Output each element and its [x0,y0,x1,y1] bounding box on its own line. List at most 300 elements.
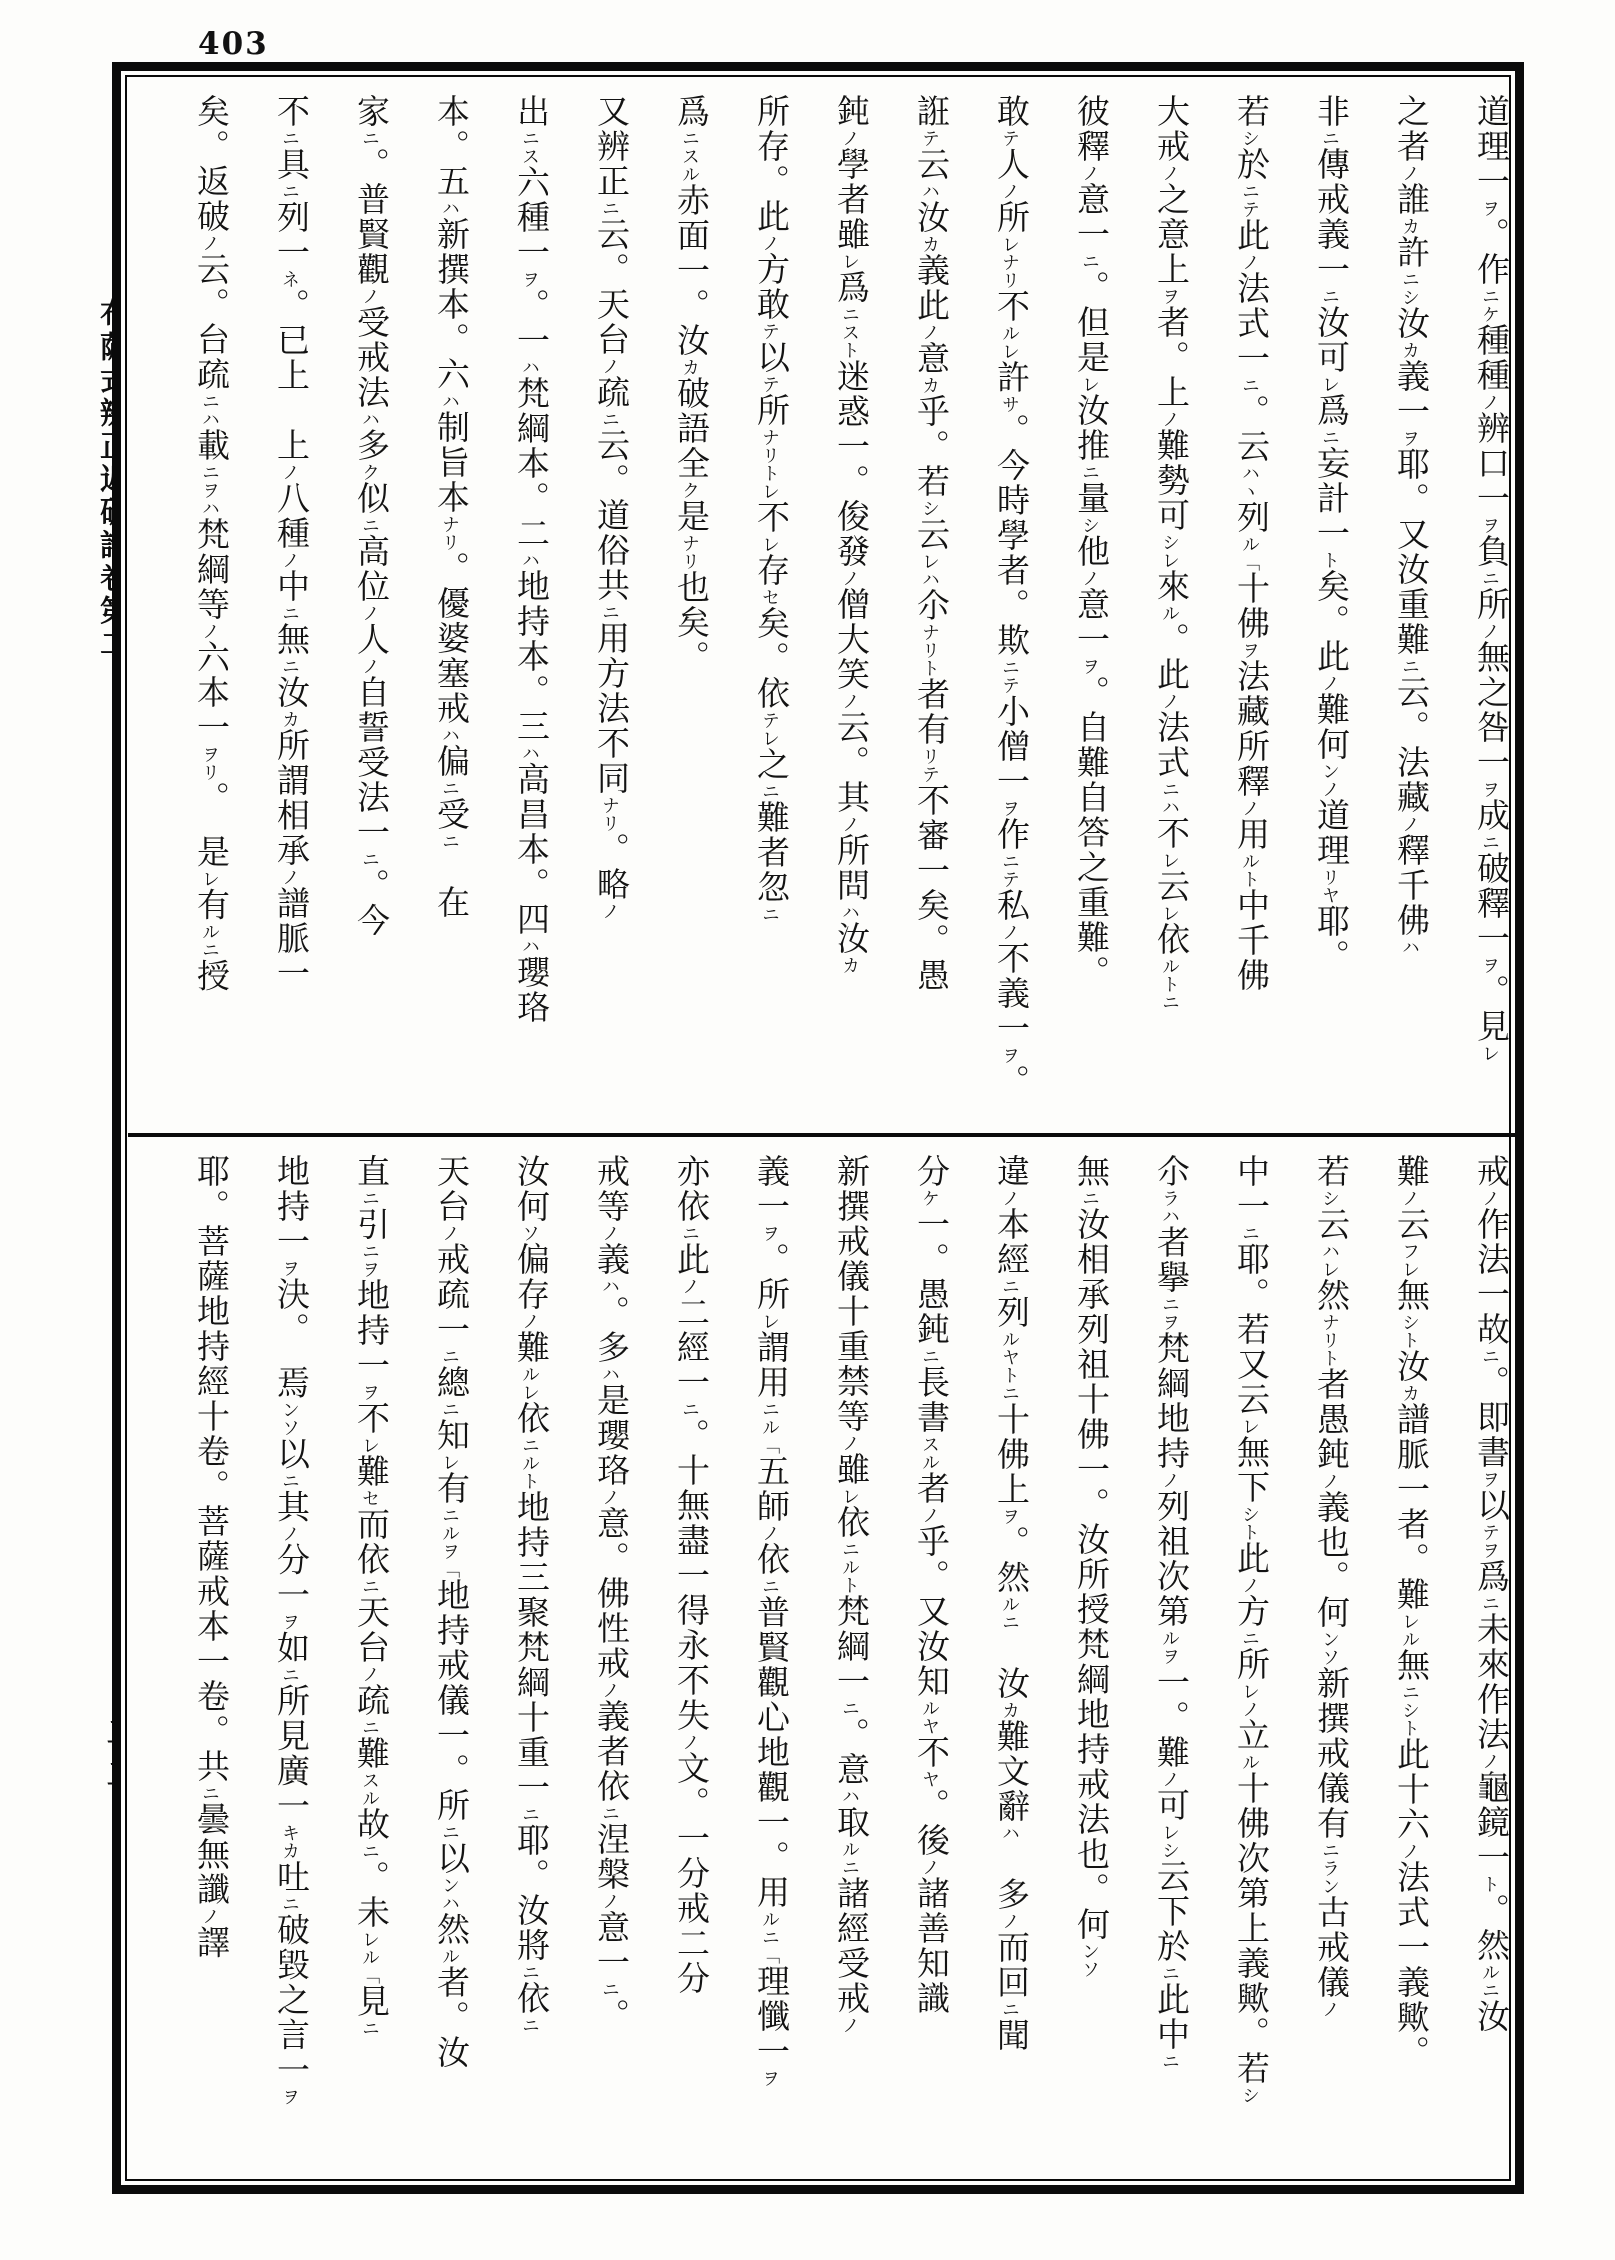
text-column: 分ケ一。愚鈍ニ長書スル者ノ乎。又汝知ルヤ不ヤ。後ノ諸善知識 [912,1154,948,2016]
reading-mark: ニ [520,1436,540,1454]
reading-mark: ハ [1400,938,1420,956]
reading-mark: ル [360,1948,380,1966]
text-column: 若シ云ハレ然ナリト者愚鈍ノ義也。何ンソ新撰戒儀有ニラン古戒儀ノ [1312,1154,1348,2018]
reading-mark: ニ [1400,657,1420,675]
text-column: 難ノ云フレ無シト汝カ譜脈一者。難レル無ニシト此十六ノ法式一義歟。 [1392,1154,1428,2070]
reading-mark: ヲ [760,2069,780,2087]
reading-mark: ニ [600,410,620,428]
reading-mark: ニ [1080,252,1100,270]
reading-mark: ヲ [1480,780,1500,798]
reading-mark: ソ [520,1224,540,1242]
reading-mark: ル [1480,1963,1500,1981]
reading-mark: ネ [280,270,300,288]
text-column: 爲ニスル赤面一。汝カ破語全ク是ナリ也矣。 [672,94,708,675]
reading-mark: ナ [760,428,780,446]
reading-mark: ニ [600,1980,620,1998]
reading-mark: ハ [440,392,460,410]
reading-mark: ヲ [280,2087,300,2106]
reading-mark: ヲ [1080,657,1100,675]
reading-mark: テ [1240,200,1260,218]
reading-mark: セ [760,588,780,606]
reading-mark: ニ [280,657,300,675]
reading-mark: ニ [360,850,380,868]
reading-mark: ヲ [200,745,220,763]
text-column: 耶。菩薩地持經十卷。菩薩戒本一卷。共ニ曇無讖ノ譯 [192,1154,228,1960]
reading-mark: ニ [1400,270,1420,288]
reading-mark: ル [440,1947,460,1965]
reading-mark: レ [760,482,780,500]
reading-mark: ニ [760,1928,780,1946]
reading-mark: ト [1000,1366,1020,1384]
reading-mark: ニ [280,604,300,622]
reading-mark: テ [1480,1523,1500,1541]
reading-mark: レ [1400,1260,1420,1278]
reading-mark: ル [520,1454,540,1472]
reading-mark: ノ [1240,1700,1260,1718]
reading-mark: ノ [1400,164,1420,182]
reading-mark: ナ [1000,253,1020,271]
reading-mark: テ [760,375,780,393]
reading-mark: リ [440,533,460,551]
reading-mark: ラ [1160,1189,1180,1207]
reading-mark: ト [920,659,940,677]
reading-mark: ハ [440,726,460,744]
reading-mark: ニ [1480,1347,1500,1365]
reading-mark: レ [1480,1044,1500,1062]
reading-mark: ス [680,147,700,165]
reading-mark: ソ [1080,1960,1100,1978]
reading-mark: ニ [360,1242,380,1260]
reading-mark: リ [600,814,620,832]
reading-mark: ヲ [1400,429,1420,447]
reading-mark: ナ [680,534,700,552]
reading-mark: ニ [440,832,460,850]
reading-mark: ニ [200,1784,220,1802]
text-column: 不ニ具ニ列一ネ。已上 上ノ八種ノ中ニ無ニ汝カ所謂相承ノ譜脈一 [272,94,308,991]
reading-mark: シ [1400,1313,1420,1331]
register-divider-rule [128,1133,1516,1137]
reading-mark: ノ [840,2016,860,2034]
reading-mark: ニ [360,1718,380,1736]
reading-mark: ノ [920,1858,940,1876]
text-column: 汝何ソ偏存ノ難ルレ依ニルト地持三聚梵綱十重一ニ耶。汝將ニ依ニ [512,1154,548,2034]
reading-mark: ノ [1400,815,1420,833]
reading-mark: カ [920,235,940,253]
text-column: 鈍ノ學者雖レ爲ニスト迷惑一。俊發ノ僧大笑ノ云。其ノ所問ハ汝カ [832,94,868,974]
reading-mark: レ [1160,851,1180,869]
reading-mark: ル [1000,1330,1020,1348]
reading-mark: ン [440,1876,460,1894]
reading-mark: ハ [600,1277,620,1295]
text-column: 矣。返破ノ云。台疏ニハ載ニヲハ梵綱等ノ六本一ヲリ。 是レ有ルニ授 [192,94,228,994]
reading-mark: ヲ [1480,1541,1500,1559]
text-column: 道理一ヲ。作ニケ種種ノ辨口一ヲ負ニ所ノ無之咎一ヲ成ニ破釋一ヲ。見レ [1472,94,1508,1062]
reading-mark: ル [1240,852,1260,870]
reading-mark: ハ [1240,464,1260,482]
reading-mark: ニ [1480,287,1500,305]
reading-mark: ソ [280,1418,300,1437]
reading-mark: ヤ [920,1717,940,1735]
reading-mark: シ [1240,129,1260,147]
reading-mark: リ [200,763,220,781]
reading-mark: カ [920,376,940,394]
text-column: 天台ノ戒疏一ニ總ニ知レ有ニルヲ「地持戒儀一。所ニ以ンハ然ル者。汝 [432,1154,468,2070]
reading-mark: ル [1160,957,1180,975]
reading-mark: ノ [200,1907,220,1925]
reading-mark: ハ [200,410,220,428]
reading-mark: レ [1240,1417,1260,1435]
reading-mark: ニ [280,1471,300,1490]
reading-mark: ノ [600,357,620,375]
reading-mark: ト [840,341,860,359]
reading-mark: キ [280,1823,300,1842]
reading-mark: シ [1240,1505,1260,1523]
reading-mark: ヲ [1000,1046,1020,1064]
reading-mark: レ [920,552,940,570]
reading-mark: ノ [1160,410,1180,428]
reading-mark: ル [520,1365,540,1383]
reading-mark: レ [840,252,860,270]
reading-mark: ノ [600,1892,620,1910]
reading-mark: ハ [920,182,940,200]
reading-mark: ニ [440,779,460,797]
reading-mark: ニ [280,129,300,147]
reading-mark: ノ [1320,1472,1340,1490]
reading-mark: サ [1000,395,1020,413]
reading-mark: ヲ [1000,1507,1020,1525]
reading-mark: ノ [520,1312,540,1330]
reading-mark: ニ [440,1347,460,1365]
reading-mark: ニ [1160,993,1180,1011]
reading-mark: レ [1320,1260,1340,1278]
reading-mark: ハ [1320,1242,1340,1260]
reading-mark: テ [1000,870,1020,888]
reading-mark: ル [1400,1630,1420,1648]
reading-mark: ヲ [1160,1647,1180,1665]
reading-mark: ニ [840,305,860,323]
text-column: 尒ラハ者擧ニヲ梵綱地持ノ列祖次第ルヲ一。難ノ可レシ云下於ニ此中ニ [1152,1154,1188,2070]
reading-mark: ノ [1320,674,1340,692]
reading-mark: レ [1000,235,1020,253]
reading-mark: ス [920,1435,940,1453]
reading-mark: ノ [1000,1189,1020,1207]
reading-mark: ニ [1000,2000,1020,2018]
reading-mark: ヤ [1320,886,1340,904]
reading-mark: ノ [1480,1189,1500,1207]
text-column: 所存。此ノ方敢テ以テ所ナリトレ不レ存セ矣。依テレ之ニ難者忽ニ [752,94,788,923]
text-column: 出ニス六種一ヲ。一ハ梵綱本。二ハ地持本。三ハ高昌本。四ハ瓔珞 [512,94,548,1025]
text-column: 大戒ノ之意上ヲ者。上ノ難勢可シレ來ル。此ノ法式ニハ不レ云レ依ルトニ [1152,94,1188,1011]
reading-mark: ハ [1000,1824,1020,1842]
reading-mark: レ [760,729,780,747]
reading-mark: ハ [440,1894,460,1912]
reading-mark: ニ [760,1577,780,1595]
reading-mark: ニ [1000,1613,1020,1631]
reading-mark: ナ [920,623,940,641]
reading-mark: ノ [920,323,940,341]
reading-mark: リ [1320,868,1340,886]
reading-mark: テ [1000,676,1020,694]
reading-mark: テ [760,322,780,340]
text-column: 戒ノ作法一故ニ。即書ヲ以テヲ爲ニ未來作法ノ龜鏡一ト。然ルニ汝 [1472,1154,1508,2034]
reading-mark: ヲ [1240,641,1260,659]
reading-mark: ル [760,1910,780,1928]
reading-mark: ハ [520,937,540,955]
reading-mark: ニ [280,1665,300,1684]
text-column: 非ニ傳戒義一ニ汝可レ爲ニ妄計一ト矣。此ノ難何ンノ道理リヤ耶。 [1312,94,1348,974]
reading-mark: ノ [680,1277,700,1295]
lower-text-register [142,1154,1512,2184]
reading-mark: ニ [1000,852,1020,870]
reading-mark: ニ [200,940,220,959]
reading-mark: カ [840,956,860,974]
text-column: 敢テ人ノ所レナリ不ルレ許サ。今時學者。欺ニテ小僧一ヲ作ニテ私ノ不義一ヲ。 [992,94,1028,1099]
reading-mark: ハ [600,1365,620,1383]
reading-mark: ニ [200,392,220,410]
reading-mark: ノ [1080,569,1100,587]
reading-mark: レ [1400,1612,1420,1630]
reading-mark: ケ [920,1189,940,1207]
reading-mark: ニ [1320,129,1340,147]
reading-mark: レ [840,1487,860,1505]
reading-mark: リ [920,747,940,765]
reading-mark: ノ [1160,1471,1180,1489]
reading-mark: 「 [760,1946,780,1964]
reading-mark: ハ [520,358,540,376]
reading-mark: ニ [520,129,540,147]
reading-mark: ル [920,1453,940,1471]
reading-mark: ノ [600,1681,620,1699]
reading-mark: ノ [760,1524,780,1542]
reading-mark: ル [200,922,220,941]
reading-mark: ル [1000,1595,1020,1613]
reading-mark: ノ [360,287,380,305]
reading-mark: ト [1320,551,1340,569]
reading-mark: ヲ [440,1542,460,1560]
reading-mark: ヲ [760,1224,780,1242]
reading-mark: レ [760,535,780,553]
reading-mark: ノ [840,1434,860,1452]
text-column: 誑テ云ハ汝カ義此ノ意カ乎。若シ云レハ尒ナリト者有リテ不審一矣。愚 [912,94,948,993]
reading-mark: ノ [760,234,780,252]
reading-mark: レ [1160,551,1180,569]
reading-mark: ソ [1320,1648,1340,1666]
reading-mark: ト [1240,870,1260,888]
reading-mark: シ [1400,288,1420,306]
reading-mark: ル [440,1524,460,1542]
reading-mark: フ [1400,1242,1420,1260]
reading-mark: ル [840,1558,860,1576]
reading-mark: テ [1000,129,1020,147]
reading-mark: シ [1080,516,1100,534]
reading-mark: ル [1240,1753,1260,1771]
reading-mark: ン [280,1400,300,1419]
reading-mark: ニ [360,129,380,147]
reading-mark: ニ [1080,1189,1100,1207]
reading-mark: ノ [1480,393,1500,411]
reading-mark: ニ [520,1963,540,1981]
reading-mark: ル [1240,535,1260,553]
reading-mark: ヲ [1480,1470,1500,1488]
reading-mark: リ [920,641,940,659]
reading-mark: ン [1320,762,1340,780]
reading-mark: ノ [1320,780,1340,798]
reading-mark: ン [1320,1877,1340,1895]
reading-mark: ノ [1240,253,1260,271]
reading-mark: ハ [1160,798,1180,816]
reading-mark: シ [1160,533,1180,551]
reading-mark: ニ [360,516,380,534]
reading-mark: ノ [200,234,220,252]
reading-mark: ス [520,147,540,165]
reading-mark: ノ [1240,799,1260,817]
text-column: 中一ニ耶。若又云レ無下シト此ノ方ニ所レノ立ル十佛次第上義歟。若シ [1232,1154,1268,2104]
reading-mark: ニ [1240,182,1260,200]
reading-mark: 「 [760,1436,780,1454]
text-column: 新撰戒儀十重禁等ノ雖レ依ニルト梵綱一ニ。意ハ取ルニ諸經受戒ノ [832,1154,868,2034]
reading-mark: ヤ [1000,1348,1020,1366]
reading-mark: リ [1000,271,1020,289]
reading-mark: ヲ [280,1612,300,1631]
reading-mark: シ [1400,1701,1420,1719]
reading-mark: ノ [360,604,380,622]
text-column: 違ノ本經ニ列ルヤトニ十佛上ヲ。然ルニ 汝カ難文辭ハ 多ノ而回ニ聞 [992,1154,1028,2053]
reading-mark: ニ [760,1400,780,1418]
reading-mark: ク [360,463,380,481]
reading-mark: ノ [1320,2000,1340,2018]
reading-mark: ニ [440,1400,460,1418]
reading-mark: ニ [280,182,300,200]
reading-mark: ノ [1160,692,1180,710]
reading-mark: ノ [1240,1576,1260,1594]
reading-mark: ノ [1000,923,1020,941]
reading-mark: カ [1400,217,1420,235]
reading-mark: ニ [360,1842,380,1860]
reading-mark: ル [840,1840,860,1858]
text-column: 地持一ヲ決。 焉ンソ以ニ其ノ分一ヲ如ニ所見廣一キカ吐ニ破毀之言一ヲ [272,1154,308,2106]
reading-mark: ノ [280,463,300,481]
reading-mark: リ [1320,1331,1340,1349]
reading-mark: ノ [600,1224,620,1242]
reading-mark: ニ [1400,1683,1420,1701]
reading-mark: ヲ [360,1260,380,1278]
reading-mark: ニ [920,1347,940,1365]
reading-mark: ハ [920,570,940,588]
text-column: 之者ノ誰カ許ニシ汝カ義一ヲ耶。又汝重難ニ云。法藏ノ釋千佛ハ [1392,94,1428,956]
reading-mark: ニ [520,2016,540,2034]
reading-mark: ト [1160,975,1180,993]
reading-mark: ニ [760,905,780,923]
reading-mark: ニ [600,603,620,621]
reading-mark: レ [1240,1682,1260,1700]
reading-mark: ヲ [1480,516,1500,534]
text-column: 戒等ノ義ハ。多ハ是瓔珞ノ意。佛性戒ノ義者依ニ涅槃ノ意一ニ。 [592,1154,628,2033]
reading-mark: ト [1480,1875,1500,1893]
reading-mark: ト [520,1472,540,1490]
reading-mark: ナ [600,796,620,814]
reading-mark: シ [1160,1841,1180,1859]
text-column: 本。五ハ新撰本。六ハ制旨本ナリ。優婆塞戒ハ偏ニ受ニ 在 [432,94,468,920]
reading-mark: ノ [1160,164,1180,182]
reading-mark: ス [840,323,860,341]
reading-mark: ト [1240,1523,1260,1541]
reading-mark: セ [360,1489,380,1507]
reading-mark: レ [440,1453,460,1471]
reading-mark: ノ [280,551,300,569]
reading-mark: ニ [840,1858,860,1876]
reading-mark: ノ [600,1488,620,1506]
reading-mark: 「 [440,1560,460,1578]
reading-mark: ニ [440,1506,460,1524]
reading-mark: ハ [840,1787,860,1805]
reading-mark: ニ [680,1224,700,1242]
text-column: 義一ヲ。所レ謂用ニル「五師ノ依ニ普賢觀心地觀一。用ルニ「理懺一ヲ [752,1154,788,2087]
text-column: 彼釋ノ意一ニ。但是レ汝推ニ量シ他ノ意一ヲ。自難自答之重難。 [1072,94,1108,990]
reading-mark: ル [360,1789,380,1807]
reading-mark: ノ [360,657,380,675]
reading-mark: 「 [360,1966,380,1984]
reading-mark: ノ [1160,1770,1180,1788]
reading-mark: ク [680,481,700,499]
text-column: 直ニ引ニヲ地持一ヲ不レ難セ而依ニ天台ノ疏ニ難スル故ニ。未レル「見ニ [352,1154,388,2037]
reading-mark: シ [1320,1189,1340,1207]
reading-mark: ニ [520,1805,540,1823]
reading-mark: シ [1240,2086,1260,2104]
reading-mark: レ [520,1383,540,1401]
reading-mark: カ [1000,1701,1020,1719]
reading-mark: ノ [600,902,620,920]
reading-mark: ノ [1000,182,1020,200]
reading-mark: ノ [1480,622,1500,640]
reading-mark: レ [360,1930,380,1948]
reading-mark: ハ [200,499,220,517]
reading-mark: ニ [1480,569,1500,587]
reading-mark: ト [1320,1349,1340,1367]
reading-mark: テ [760,711,780,729]
reading-mark: ヲ [1160,1313,1180,1331]
reading-mark: ナ [440,515,460,533]
reading-mark: ハ [1160,1207,1180,1225]
reading-mark: ニ [600,199,620,217]
reading-mark: ニ [1000,658,1020,676]
reading-mark: ノ [840,569,860,587]
reading-mark: レ [1320,375,1340,393]
text-column: 若シ於ニテ此ノ法式一ニ。云ハヽ列ル「十佛ヲ法藏所釋ノ用ルト中千佛 [1232,94,1268,993]
reading-mark: レ [200,869,220,888]
reading-mark: ニ [680,1400,700,1418]
reading-mark: ノ [680,1733,700,1751]
reading-mark: ト [840,1576,860,1594]
reading-mark: ナ [1320,1313,1340,1331]
reading-mark: ノ [840,815,860,833]
reading-mark: ハ [360,410,380,428]
reading-mark: ニ [360,1189,380,1207]
reading-mark: ノ [280,868,300,886]
reading-mark: レ [360,1436,380,1454]
reading-mark: ヽ [1240,482,1260,500]
reading-mark: ニ [1480,1981,1500,1999]
reading-mark: ン [1080,1942,1100,1960]
reading-mark: ル [1160,1629,1180,1647]
reading-mark: ニ [360,1577,380,1595]
reading-mark: ノ [1480,1752,1500,1770]
reading-mark: レ [1080,375,1100,393]
reading-mark: ヲ [1480,956,1500,974]
reading-mark: ニ [840,1699,860,1717]
reading-mark: ニ [1160,780,1180,798]
reading-mark: ニ [1240,1629,1260,1647]
reading-mark: ハ [520,744,540,762]
